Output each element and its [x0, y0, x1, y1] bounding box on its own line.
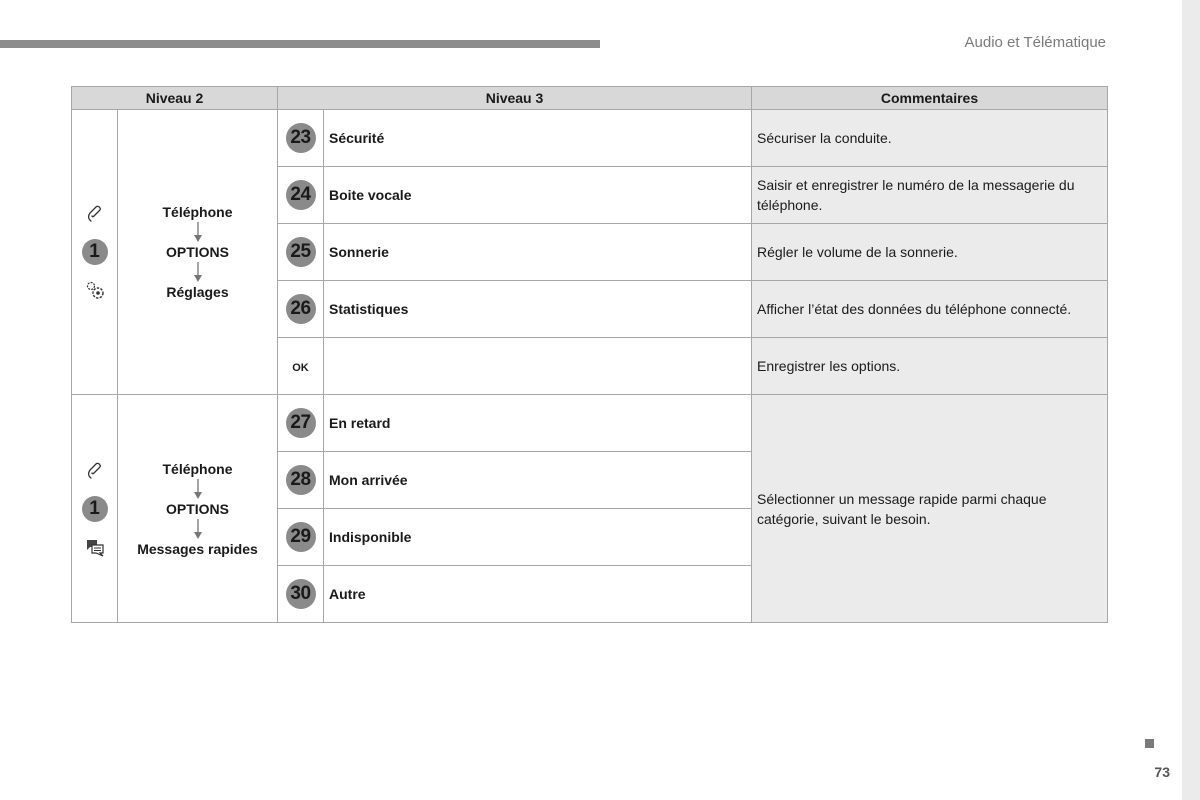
option-boite-vocale: Boite vocale — [324, 167, 752, 224]
option-indisponible: Indisponible — [324, 509, 752, 566]
step-badge: 23 — [286, 123, 316, 153]
number-one-icon: 1 — [82, 496, 108, 522]
badge-cell — [278, 338, 324, 395]
settings-gears-icon — [84, 279, 106, 301]
phone-icon — [84, 203, 106, 225]
level2-icons-cell — [72, 395, 118, 623]
option-empty — [324, 338, 752, 395]
badge-cell — [278, 110, 324, 167]
header-level3: Niveau 3 — [278, 87, 752, 110]
path-options: OPTIONS — [165, 500, 229, 517]
comment-cell: Saisir et enregistrer le numéro de la messagerie du téléphone. — [752, 167, 1108, 224]
header-level2: Niveau 2 — [72, 87, 278, 110]
table-header-row — [72, 87, 1108, 110]
end-of-section-marker — [1145, 739, 1154, 748]
arrow-down-icon — [193, 478, 203, 500]
option-securite: Sécurité — [324, 110, 752, 167]
option-statistiques: Statistiques — [324, 281, 752, 338]
arrow-down-icon — [193, 518, 203, 540]
section-title: Audio et Télématique — [964, 34, 1106, 51]
table-row — [72, 395, 1108, 452]
step-badge: 25 — [286, 237, 316, 267]
badge-cell — [278, 452, 324, 509]
option-sonnerie: Sonnerie — [324, 224, 752, 281]
arrow-down-icon — [193, 261, 203, 283]
comment-cell: Sécuriser la conduite. — [752, 110, 1108, 167]
badge-cell — [278, 167, 324, 224]
arrow-down-icon — [193, 221, 203, 243]
step-badge: 24 — [286, 180, 316, 210]
path-telephone: Téléphone — [162, 204, 233, 220]
badge-cell — [278, 224, 324, 281]
step-badge: 27 — [286, 408, 316, 438]
quick-messages-icon — [84, 536, 106, 558]
path-reglages: Réglages — [166, 284, 229, 300]
option-autre: Autre — [324, 566, 752, 623]
badge-cell — [278, 281, 324, 338]
level2-icons-cell — [72, 110, 118, 395]
page-number: 73 — [1154, 764, 1170, 780]
path-options: OPTIONS — [165, 244, 229, 260]
path-messages-rapides: Messages rapides — [137, 540, 258, 557]
step-badge: 30 — [286, 579, 316, 609]
option-mon-arrivee: Mon arrivée — [324, 452, 752, 509]
options-table — [71, 86, 1108, 623]
level2-path-cell — [118, 395, 278, 623]
table-row — [72, 110, 1108, 167]
number-one-icon: 1 — [82, 239, 108, 265]
option-en-retard: En retard — [324, 395, 752, 452]
badge-cell — [278, 509, 324, 566]
badge-cell — [278, 395, 324, 452]
header-comments: Commentaires — [752, 87, 1108, 110]
comment-cell-merged: Sélectionner un message rapide parmi chaque catégorie, suivant le besoin. — [752, 395, 1108, 623]
step-badge: 26 — [286, 294, 316, 324]
ok-label: OK — [292, 362, 309, 374]
path-telephone: Téléphone — [162, 460, 233, 477]
phone-icon — [84, 460, 106, 482]
comment-cell: Afficher l’état des données du téléphone connecté. — [752, 281, 1108, 338]
step-badge: 28 — [286, 465, 316, 495]
top-rule — [0, 40, 600, 48]
badge-cell — [278, 566, 324, 623]
level2-path-cell — [118, 110, 278, 395]
page-edge-strip — [1182, 0, 1200, 800]
comment-cell: Régler le volume de la sonnerie. — [752, 224, 1108, 281]
step-badge: 29 — [286, 522, 316, 552]
comment-cell: Enregistrer les options. — [752, 338, 1108, 395]
